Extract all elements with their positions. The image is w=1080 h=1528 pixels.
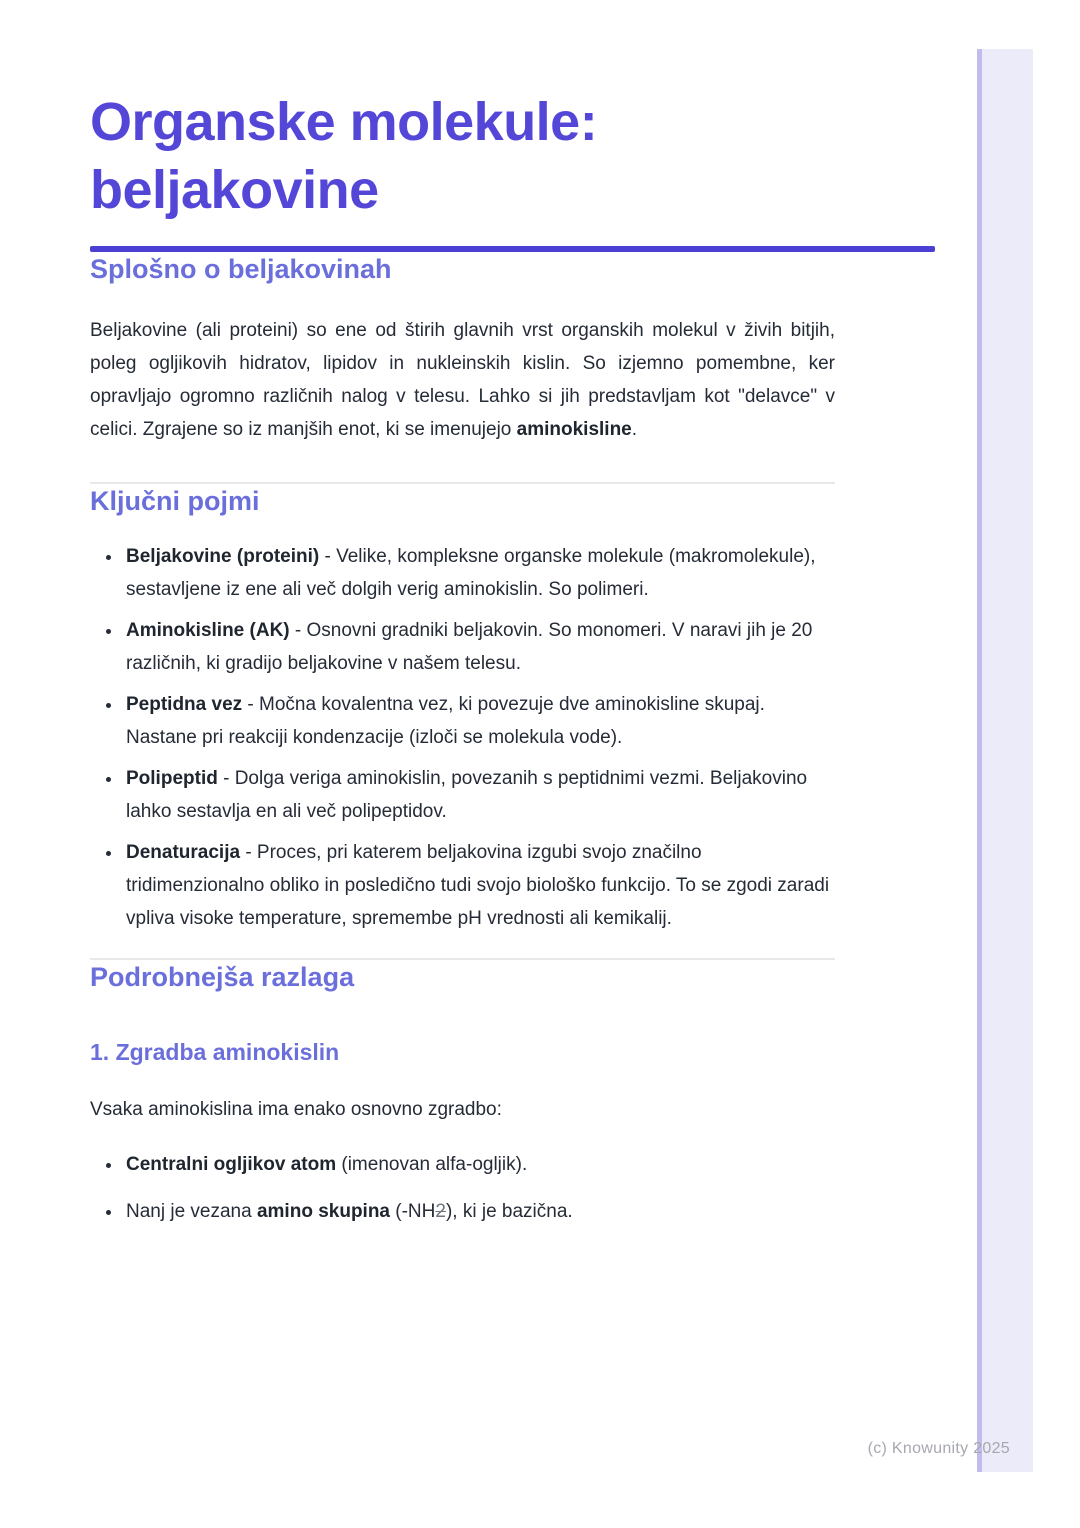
term-label: amino skupina <box>256 1201 390 1222</box>
section-heading-podrobnejsa: Podrobnejša razlaga <box>90 962 355 992</box>
term-definition: - Proces, pri katerem beljakovina izgubi svojo značilno tridimenzionalno obliko in posledično tudi svojo biološko funkcijo. To se zgodi zaradi vpliva visoke temperature, spremembe pH vrednosti ali kemikalij. <box>126 842 830 929</box>
item-text-rest: ), ki je bazična. <box>445 1201 573 1222</box>
term-definition: - Velike, kompleksne organske molekule (makromolekule), sestavljene iz ene ali več dolgih verig aminokislin. So polimeri. <box>126 546 816 600</box>
item-text-mid: (-NH <box>390 1201 436 1222</box>
term-label: Aminokisline (AK) <box>126 620 290 641</box>
term-definition: (imenovan alfa-ogljik). <box>336 1154 528 1175</box>
section-heading-kljucni: Ključni pojmi <box>90 486 260 516</box>
list-item <box>123 614 838 680</box>
term-label: Denaturacija <box>126 842 241 863</box>
page-content <box>90 0 935 1242</box>
list-item <box>123 836 838 935</box>
lead-paragraph: Vsaka aminokislina ima enako osnovno zgradbo: <box>90 1099 502 1120</box>
term-definition: - Močna kovalentna vez, ki povezuje dve aminokisline skupaj. Nastane pri reakciji kondenzacije (izloči se molekula vode). <box>126 694 765 748</box>
list-item <box>123 540 838 606</box>
term-label: Peptidna vez <box>126 694 243 715</box>
page-title: Organske molekule: beljakovine <box>90 92 598 220</box>
intro-bold-term: aminokisline <box>516 419 632 440</box>
list-item <box>123 1148 838 1181</box>
term-definition: - Dolga veriga aminokislin, povezanih s peptidnimi vezmi. Beljakovino lahko sestavlja en ali več polipeptidov. <box>126 768 808 822</box>
intro-text: Beljakovine (ali proteini) so ene od štirih glavnih vrst organskih molekul v živih bitjih, poleg ogljikovih hidratov, lipidov in nukleinskih kislin. So izjemno pomembne, ker opravljajo ogromno različnih nalog v telesu. Lahko si jih predstavljam kot "delavce" v celici. Zgrajene so iz manjših enot, ki se imenujejo <box>90 320 835 440</box>
nh2-subscript: 2 <box>435 1201 446 1222</box>
intro-period: . <box>631 419 638 440</box>
structure-list <box>90 1148 838 1228</box>
side-stripe-decoration <box>977 49 1033 1472</box>
term-definition: - Osnovni gradniki beljakovin. So monomeri. V naravi jih je 20 različnih, ki gradijo beljakovine v našem telesu. <box>126 620 813 674</box>
subsection-heading-zgradba: 1. Zgradba aminokislin <box>90 1039 340 1065</box>
item-text-pre: Nanj je vezana <box>126 1201 257 1222</box>
list-item <box>123 688 838 754</box>
term-label: Centralni ogljikov atom <box>126 1154 337 1175</box>
copyright-watermark: (c) Knowunity 2025 <box>867 1440 1010 1457</box>
intro-paragraph <box>90 314 835 446</box>
list-item <box>123 1195 838 1228</box>
list-item <box>123 762 838 828</box>
term-label: Beljakovine (proteini) <box>126 546 320 567</box>
section-heading-splosno: Splošno o beljakovinah <box>90 254 392 284</box>
term-label: Polipeptid <box>126 768 218 789</box>
key-terms-list <box>90 540 838 935</box>
